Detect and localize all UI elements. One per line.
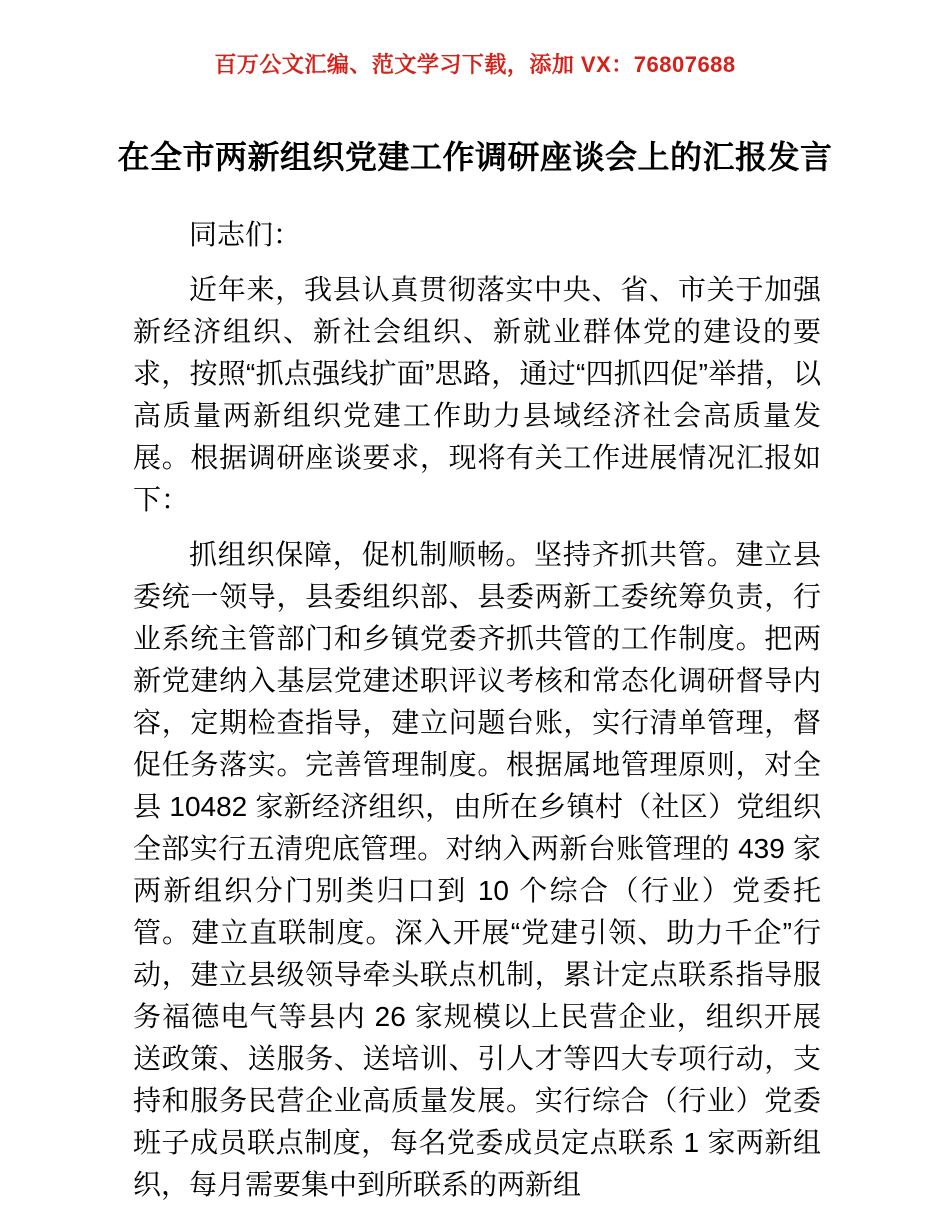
promo-banner: 百万公文汇编、范文学习下载，添加 VX：76807688 xyxy=(214,52,736,77)
paragraph-1: 近年来，我县认真贯彻落实中央、省、市关于加强新经济组织、新社会组织、新就业群体党的建设的要求，按照“抓点强线扩面”思路，通过“四抓四促”举措，以高质量两新组织党建工作助力县域经济社会高质量发展。根据调研座谈要求，现将有关工作进展情况汇报如下： xyxy=(133,274,821,515)
page-title: 在全市两新组织党建工作调研座谈会上的汇报发言 xyxy=(117,139,833,176)
paragraph-2: 抓组织保障，促机制顺畅。坚持齐抓共管。建立县委统一领导，县委组织部、县委两新工委统筹负责，行业系统主管部门和乡镇党委齐抓共管的工作制度。把两新党建纳入基层党建述职评议考核和常态化调研督导内容，定期检查指导，建立问题台账，实行清单管理，督促任务落实。完善管理制度。根据属地管理原则，对全县 10482 家新经济组织，由所在乡镇村（社区）党组织全部实行五清兜底管理。对纳入两新台账管理的 439 家两新组织分门别类归口到 10 个综合（行业）党委托管。建立直联制度。深入开展“党建引领、助力千企”行动，建立县级领导牵头联点机制，累计定点联系指导服务福德电气等县内 26 家规模以上民营企业，组织开展送政策、送服务、送培训、引人才等四大专项行动，支持和服务民营企业高质量发展。实行综合（行业）党委班子成员联点制度，每名党委成员定点联系 1 家两新组织，每月需要集中到所联系的两新组 xyxy=(133,539,821,1200)
document-body xyxy=(133,214,821,1206)
salutation: 同志们： xyxy=(189,219,302,250)
